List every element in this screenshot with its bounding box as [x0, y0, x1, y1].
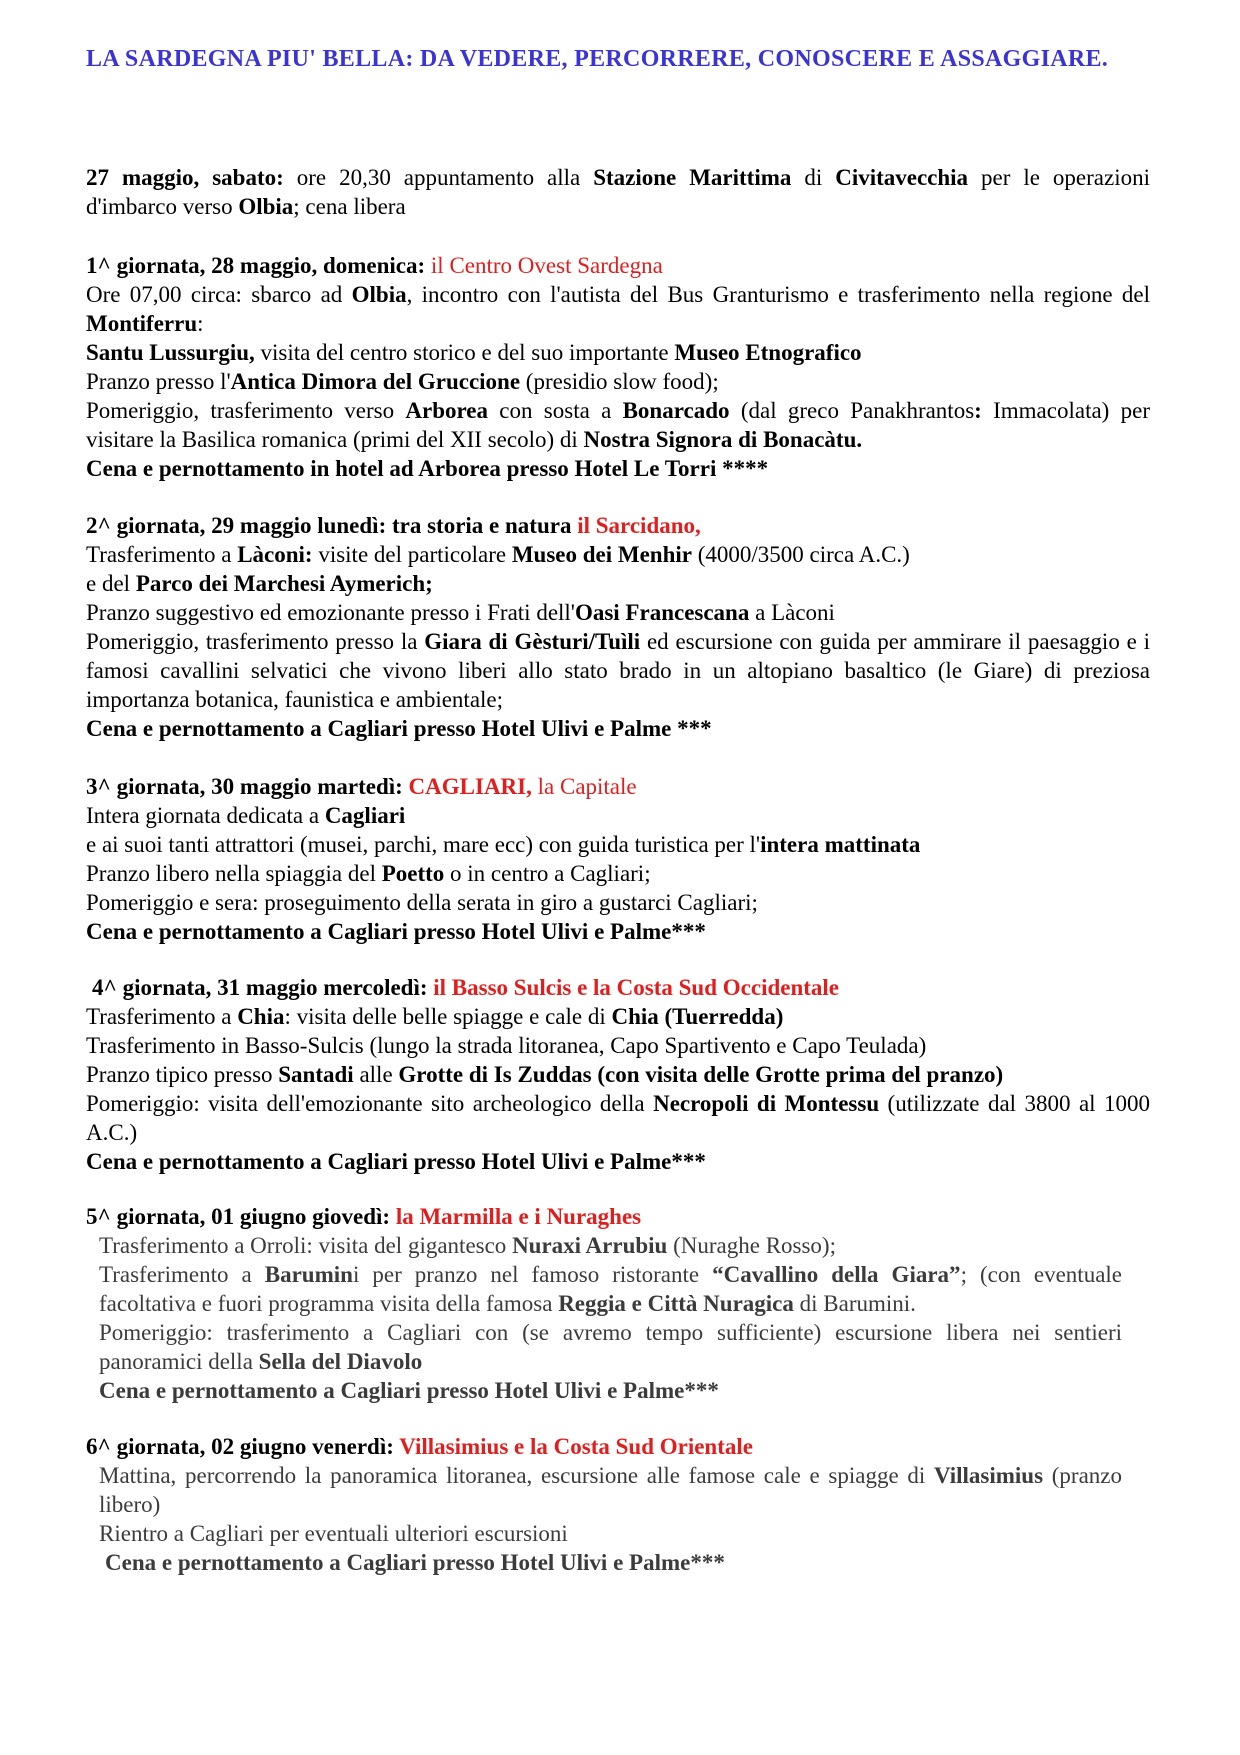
day6-section: 6^ giornata, 02 giugno venerdì: Villasimius e la Costa Sud Orientale Mattina, percorrendo la panoramica litoranea, escursione alle famose cale e spiagge di Villasimius (pranzo libero) Rientro a Cagliari per eventuali ulteriori escursioni Cena e pernottamento a Cagliari presso Hotel Ulivi e Palme*** — [86, 1432, 1150, 1577]
day4-section: 4^ giornata, 31 maggio mercoledì: il Basso Sulcis e la Costa Sud Occidentale Trasferimento a Chia: visita delle belle spiagge e cale di Chia (Tuerredda) Trasferimento in Basso-Sulcis (lungo la strada litoranea, Capo Spartivento e Capo Teulada) Pranzo tipico presso Santadi alle Grotte di Is Zuddas (con visita delle Grotte prima del pranzo) Pomeriggio: visita dell'emozionante sito archeologico della Necropoli di Montessu (utilizzate dal 3800 al 1000 A.C.) Cena e pernottamento a Cagliari presso Hotel Ulivi e Palme*** — [86, 975, 1150, 1174]
document-title: LA SARDEGNA PIU' BELLA: DA VEDERE, PERCORRERE, CONOSCERE E ASSAGGIARE. — [86, 46, 1109, 72]
day5-heading: 5^ giornata, 01 giugno giovedì: la Marmilla e i Nuraghes — [86, 1204, 642, 1229]
day5-section: 5^ giornata, 01 giugno giovedì: la Marmilla e i Nuraghes Trasferimento a Orroli: visita del gigantesco Nuraxi Arrubiu (Nuraghe Rosso); Trasferimento a Barumini per pranzo nel famoso ristorante “Cavallino della Giara”; (con eventuale facoltativa e fuori programma visita della famosa Reggia e Città Nuragica di Barumini. Pomeriggio: trasferimento a Cagliari con (se avremo tempo sufficiente) escursione libera nei sentieri panoramici della Sella del Diavolo Cena e pernottamento a Cagliari presso Hotel Ulivi e Palme*** — [86, 1202, 1150, 1405]
day3-section: 3^ giornata, 30 maggio martedì: CAGLIARI, la Capitale Intera giornata dedicata a Cagliari e ai suoi tanti attrattori (musei, parchi, mare ecc) con guida turistica per l'intera mattinata Pranzo libero nella spiaggia del Poetto o in centro a Cagliari; Pomeriggio e sera: proseguimento della serata in giro a gustarci Cagliari; Cena e pernottamento a Cagliari presso Hotel Ulivi e Palme*** — [86, 772, 1150, 946]
day3-heading: 3^ giornata, 30 maggio martedì: CAGLIARI, la Capitale — [86, 774, 637, 799]
day2-section: 2^ giornata, 29 maggio lunedì: tra storia e natura il Sarcidano, Trasferimento a Làconi: visite del particolare Museo dei Menhir (4000/3500 circa A.C.) e del Parco dei Marchesi Aymerich; Pranzo suggestivo ed emozionante presso i Frati dell'Oasi Francescana a Làconi Pomeriggio, trasferimento presso la Giara di Gèsturi/Tuìli ed escursione con guida per ammirare il paesaggio e i famosi cavallini selvatici che vivono liberi allo stato brado in un altopiano basaltico (le Giare) di preziosa importanza botanica, faunistica e ambientale; Cena e pernottamento a Cagliari presso Hotel Ulivi e Palme *** — [86, 513, 1151, 741]
day4-heading: 4^ giornata, 31 maggio mercoledì: il Basso Sulcis e la Costa Sud Occidentale — [92, 975, 840, 1000]
day1-section: 1^ giornata, 28 maggio, domenica: il Centro Ovest Sardegna Ore 07,00 circa: sbarco ad Olbia, incontro con l'autista del Bus Granturismo e trasferimento nella regione del Montiferru: Santu Lussurgiu, visita del centro storico e del suo importante Museo Etnografico Pranzo presso l'Antica Dimora del Gruccione (presidio slow food); Pomeriggio, trasferimento verso Arborea con sosta a Bonarcado (dal greco Panakhrantos: Immacolata) per visitare la Basilica romanica (primi del XII secolo) di Nostra Signora di Bonacàtu. Cena e pernottamento in hotel ad Arborea presso Hotel Le Torri **** — [86, 253, 1150, 481]
day6-heading: 6^ giornata, 02 giugno venerdì: Villasimius e la Costa Sud Orientale — [86, 1434, 753, 1459]
intro-date: 27 maggio, sabato: — [86, 165, 284, 190]
day2-heading: 2^ giornata, 29 maggio lunedì: tra storia e natura il Sarcidano, — [86, 513, 701, 538]
intro-paragraph: 27 maggio, sabato: ore 20,30 appuntamento alla Stazione Marittima di Civitavecchia per le operazioni d'imbarco verso Olbia; cena libera — [86, 165, 1150, 219]
day1-heading: 1^ giornata, 28 maggio, domenica: il Centro Ovest Sardegna — [86, 253, 663, 278]
